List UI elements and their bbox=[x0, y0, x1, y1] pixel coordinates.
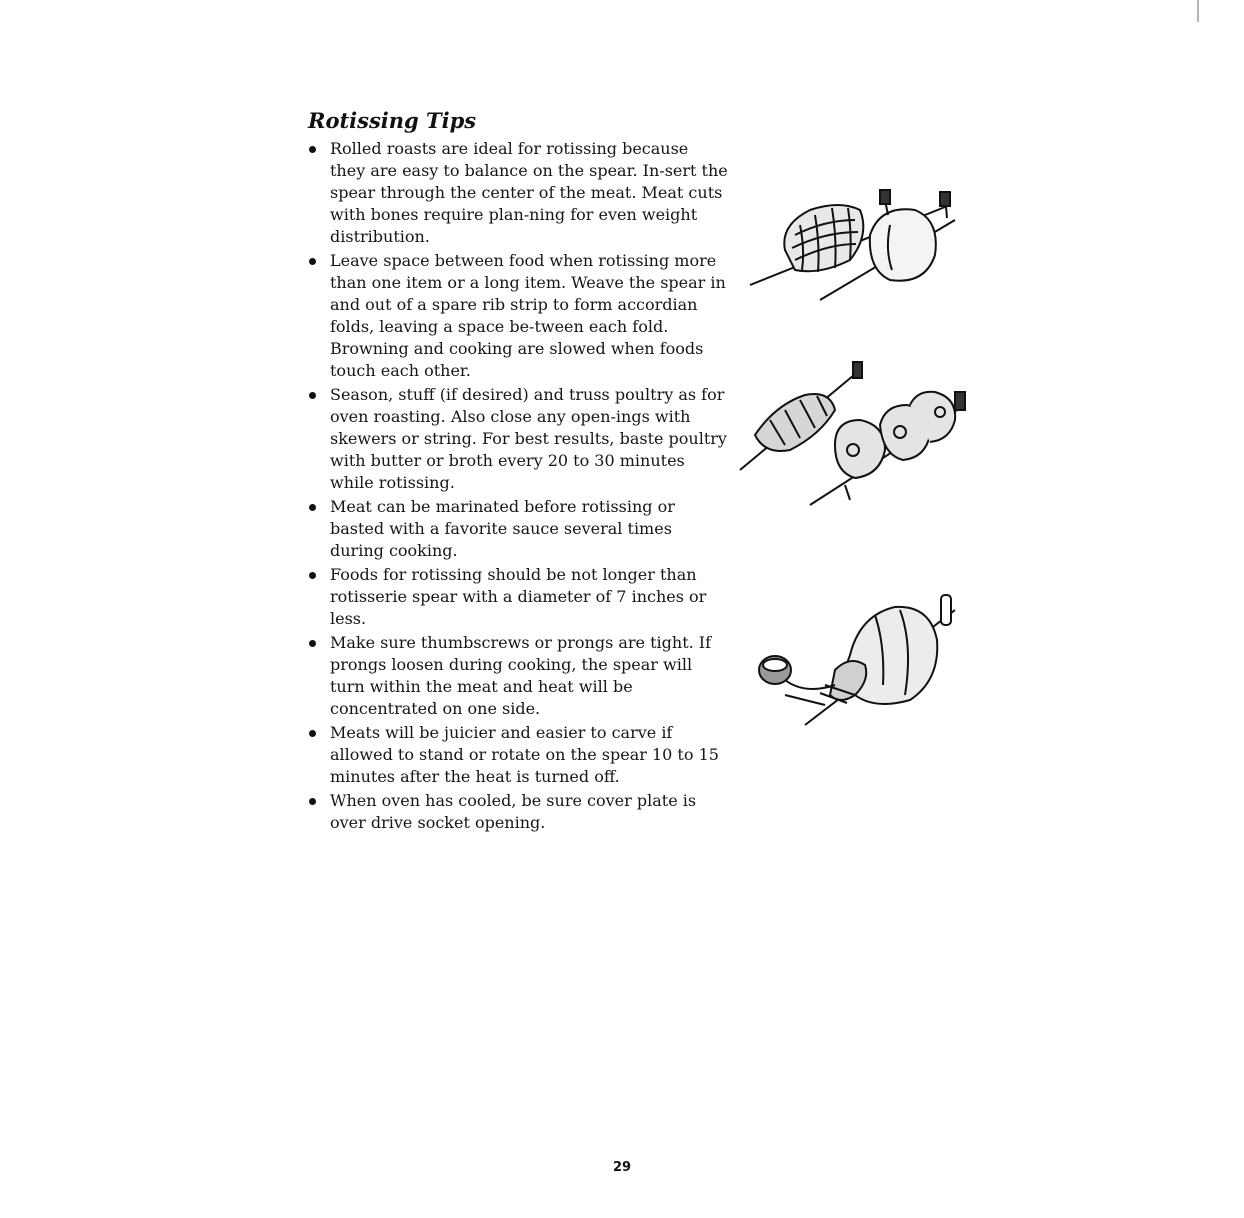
tip-item bbox=[308, 722, 728, 788]
tip-item bbox=[308, 250, 728, 382]
bullet-icon bbox=[309, 572, 316, 579]
tip-text: Make sure thumbscrews or prongs are tight. If prongs loosen during cooking, the spear will turn within the meat and heat will be concentrated on one side. bbox=[330, 633, 712, 718]
tip-item bbox=[308, 138, 728, 248]
rolled-roast-illustration bbox=[740, 180, 980, 310]
tip-text: Foods for rotissing should be not longer than rotisserie spear with a diameter of 7 inches or less. bbox=[330, 565, 707, 628]
tip-item bbox=[308, 632, 728, 720]
tip-item bbox=[308, 790, 728, 834]
page-edge-mark bbox=[1197, 0, 1199, 22]
tip-text: When oven has cooled, be sure cover plate is over drive socket opening. bbox=[330, 791, 697, 832]
tip-text: Season, stuff (if desired) and truss poultry as for oven roasting. Also close any open-ings with skewers or string. For best results, baste poultry with butter or broth every 20 to 30 minutes while rotissing. bbox=[330, 385, 727, 492]
tip-item bbox=[308, 384, 728, 494]
bullet-icon bbox=[309, 640, 316, 647]
bullet-icon bbox=[309, 798, 316, 805]
tip-item bbox=[308, 564, 728, 630]
bullet-icon bbox=[309, 258, 316, 265]
bullet-icon bbox=[309, 392, 316, 399]
tip-text: Meats will be juicier and easier to carve if allowed to stand or rotate on the spear 10 to 15 minutes after the heat is turned off. bbox=[330, 723, 719, 786]
trussing-poultry-illustration bbox=[755, 585, 970, 735]
section-title: Rotissing Tips bbox=[308, 108, 477, 133]
page-number: 29 bbox=[612, 1160, 632, 1175]
tip-text: Meat can be marinated before rotissing or basted with a favorite sauce several times during cooking. bbox=[330, 497, 675, 560]
bullet-icon bbox=[309, 730, 316, 737]
tip-text: Rolled roasts are ideal for rotissing because they are easy to balance on the spear. In-sert the spear through the center of the meat. Meat cuts with bones require plan-ning for even weight distribution. bbox=[330, 139, 728, 246]
bullet-icon bbox=[309, 146, 316, 153]
ribs-and-poultry-illustration bbox=[735, 350, 985, 515]
bullet-icon bbox=[309, 504, 316, 511]
tips-list bbox=[308, 138, 728, 836]
tip-text: Leave space between food when rotissing more than one item or a long item. Weave the spear in and out of a spare rib strip to form accordian folds, leaving a space be-tween each fold. Browning and cooking are slowed when foods touch each other. bbox=[330, 251, 726, 380]
tip-item bbox=[308, 496, 728, 562]
